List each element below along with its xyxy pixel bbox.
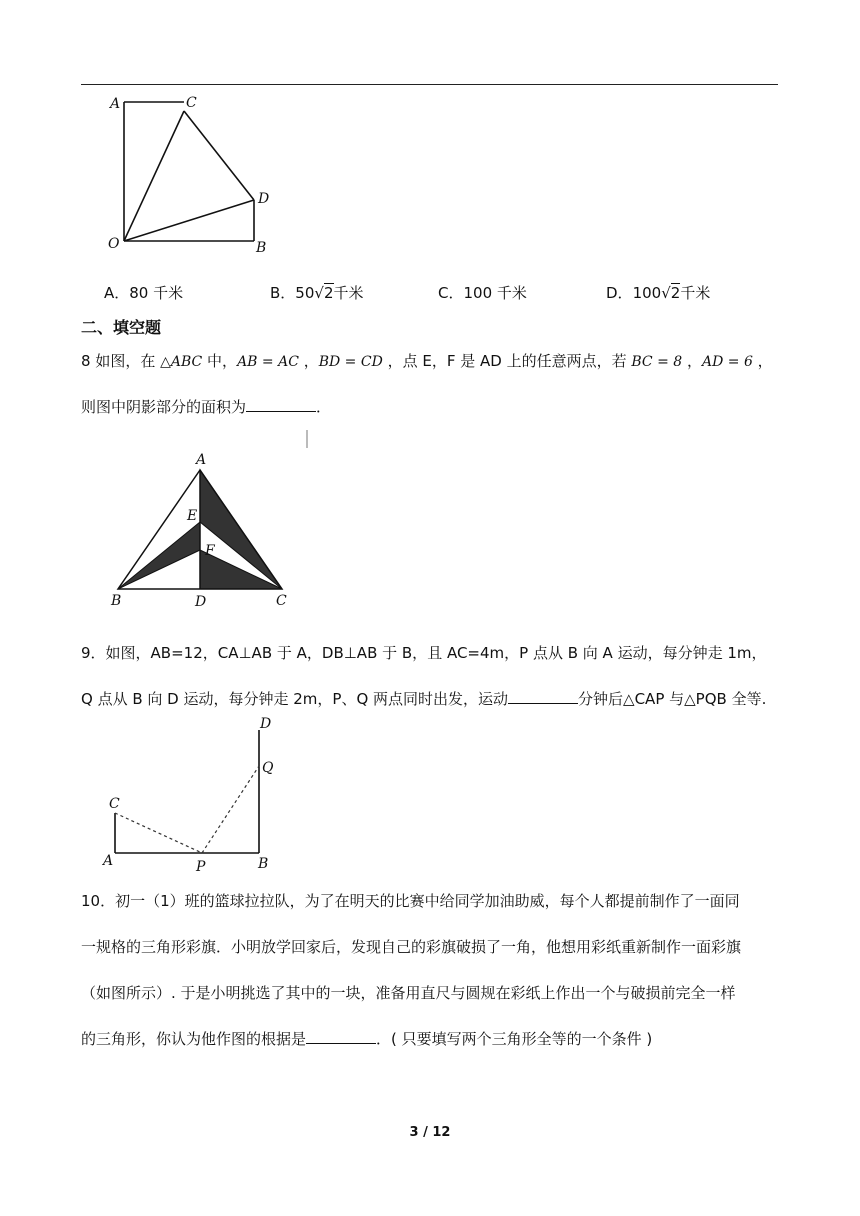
fig2-label-b: B bbox=[111, 593, 122, 609]
q10-line3: （如图所示）. 于是小明挑选了其中的一块，准备用直尺与圆规在彩纸上作出一个与破损前完全一样 bbox=[81, 984, 736, 1002]
sqrt-sign: √ bbox=[661, 284, 671, 302]
q9-segment-cp bbox=[115, 813, 202, 853]
fig3-label-d: D bbox=[260, 716, 272, 732]
option-d-label: D． bbox=[606, 284, 633, 302]
fig3-label-b: B bbox=[258, 856, 269, 872]
fig2-label-a: A bbox=[196, 452, 207, 468]
q9-line2 bbox=[81, 688, 766, 709]
q8-text: ， bbox=[686, 352, 702, 370]
fig3-label-c: C bbox=[109, 796, 120, 812]
option-a-label: A． bbox=[104, 284, 130, 302]
scan-mark bbox=[306, 430, 308, 448]
q8-eq-ad: AD = 6 bbox=[701, 354, 753, 370]
fig1-segment-oc bbox=[124, 111, 184, 241]
q8-line2 bbox=[81, 396, 331, 417]
fig1-segment-cd bbox=[184, 111, 254, 200]
option-b-unit: 千米 bbox=[333, 284, 364, 302]
q10-text: 的三角形，你认为他作图的根据是 bbox=[81, 1030, 307, 1048]
q8-eq-bd-cd: BD = CD bbox=[318, 354, 383, 370]
q8-end: ． bbox=[316, 398, 332, 416]
option-a bbox=[104, 282, 183, 303]
q8-text: ， bbox=[303, 352, 319, 370]
option-c-label: C． bbox=[438, 284, 464, 302]
header-rule bbox=[81, 84, 778, 85]
option-c bbox=[438, 282, 527, 303]
option-b-value: 50 bbox=[295, 284, 315, 302]
page-number: 3 / 12 bbox=[409, 1125, 451, 1140]
fig2-label-f: F bbox=[205, 543, 215, 559]
fig2-label-c: C bbox=[276, 593, 287, 609]
q9-text: Q 点从 B 向 D 运动，每分钟走 2m，P、Q 两点同时出发，运动 bbox=[81, 690, 509, 708]
q8-eq-ab-ac: AB = AC bbox=[237, 354, 299, 370]
fig1-segment-od bbox=[124, 200, 254, 241]
option-a-value: 80 千米 bbox=[129, 284, 184, 302]
option-b-label: B． bbox=[270, 284, 296, 302]
q10-line4 bbox=[81, 1028, 652, 1049]
option-b bbox=[270, 282, 364, 303]
answer-blank[interactable] bbox=[246, 396, 316, 412]
fig3-label-p: P bbox=[196, 859, 206, 874]
figure-cap-pqb bbox=[100, 714, 290, 874]
figure-triangle-abc bbox=[108, 450, 298, 612]
q9-text: 分钟后△CAP 与△PQB 全等. bbox=[578, 690, 767, 708]
section-title: 二、填空题 bbox=[81, 318, 162, 337]
fig1-label-c: C bbox=[186, 95, 197, 111]
option-d-value: 100 bbox=[632, 284, 662, 302]
answer-blank[interactable] bbox=[306, 1028, 376, 1044]
option-c-value: 100 千米 bbox=[463, 284, 527, 302]
q10-text: ．( 只要填写两个三角形全等的一个条件 ) bbox=[376, 1030, 653, 1048]
q8-text: ，点 E，F 是 AD 上的任意两点，若 bbox=[387, 352, 627, 370]
q9-line1: 9．如图，AB=12，CA⊥AB 于 A，DB⊥AB 于 B，且 AC=4m，P 点从 B 向 A 运动，每分钟走 1m， bbox=[81, 644, 767, 662]
q8-eq-bc: BC = 8 bbox=[631, 354, 683, 370]
q10-line1: 10．初一（1）班的篮球拉拉队，为了在明天的比赛中给同学加油助威，每个人都提前制作了一面同 bbox=[81, 892, 740, 910]
q8-shaded-region bbox=[118, 522, 200, 589]
q10-line2: 一规格的三角形彩旗．小明放学回家后，发现自己的彩旗破损了一角，他想用彩纸重新制作一面彩旗 bbox=[81, 938, 742, 956]
q8-number: 8 bbox=[81, 352, 91, 370]
option-b-root: 2 bbox=[323, 284, 334, 302]
fig2-label-d: D bbox=[195, 594, 207, 610]
fig1-label-d: D bbox=[258, 191, 270, 207]
option-d bbox=[606, 282, 710, 303]
q8-text: 如图，在 bbox=[95, 352, 156, 370]
answer-blank[interactable] bbox=[508, 688, 578, 704]
option-d-unit: 千米 bbox=[680, 284, 711, 302]
q8-text: 中， bbox=[207, 352, 238, 370]
fig2-label-e: E bbox=[187, 508, 198, 524]
fig1-label-b: B bbox=[256, 240, 267, 256]
sqrt-sign: √ bbox=[314, 284, 324, 302]
q8-text: ， bbox=[757, 352, 773, 370]
q8-text: 则图中阴影部分的面积为 bbox=[81, 398, 247, 416]
fig1-label-a: A bbox=[110, 96, 121, 112]
fig3-label-a: A bbox=[103, 853, 114, 869]
q8-line1 bbox=[81, 350, 773, 371]
fig1-label-o: O bbox=[108, 236, 120, 252]
q9-segment-pq bbox=[202, 766, 259, 853]
fig3-label-q: Q bbox=[262, 760, 274, 776]
option-d-root: 2 bbox=[670, 284, 681, 302]
figure-oacdb bbox=[100, 92, 280, 257]
q8-triangle: △ABC bbox=[160, 354, 203, 370]
